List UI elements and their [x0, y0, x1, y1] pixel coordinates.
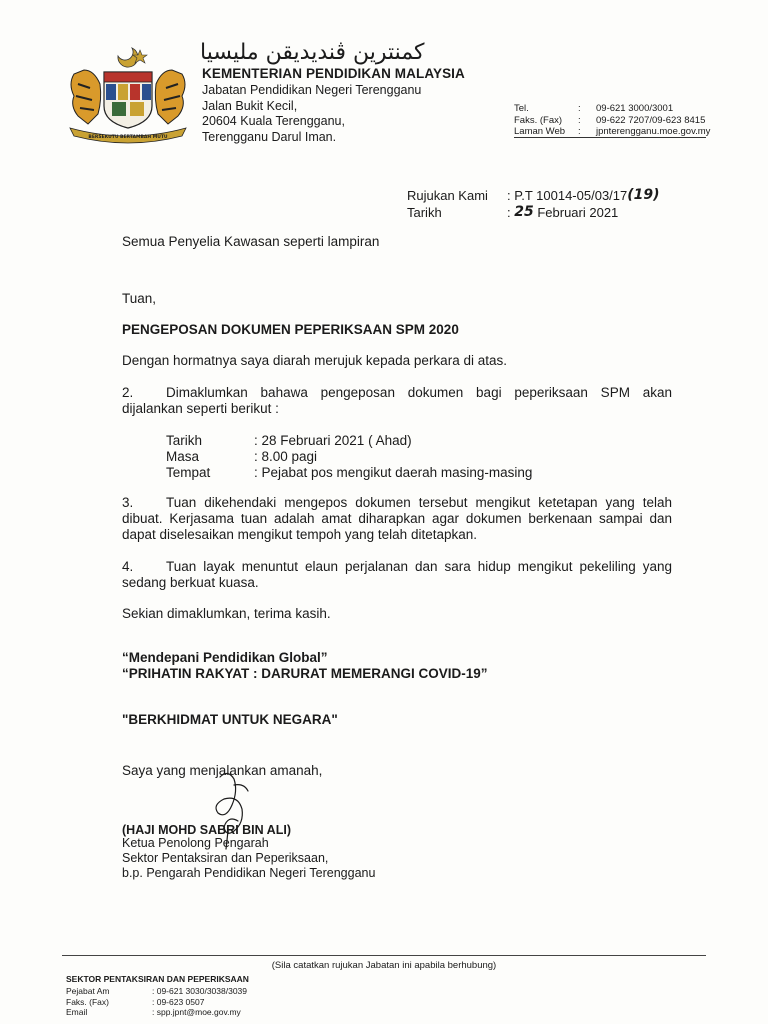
coat-of-arms-logo — [60, 44, 196, 144]
detail-label: Tempat — [166, 465, 211, 480]
address-line: Jalan Bukit Kecil, — [202, 98, 298, 113]
address-line: Terengganu Darul Iman. — [202, 129, 337, 144]
reference-number: P.T 10014-05/03/17 — [514, 188, 628, 203]
paragraph-number: 4. — [122, 559, 134, 574]
detail-value: : Pejabat pos mengikut daerah masing-masing — [254, 465, 533, 480]
paragraph-text: Dimaklumkan bahawa pengeposan dokumen bagi peperiksaan SPM akan dijalankan seperti berikut : — [122, 385, 672, 416]
paragraph-number: 3. — [122, 495, 134, 510]
paragraph-3 — [122, 495, 672, 543]
letter-subject: PENGEPOSAN DOKUMEN PEPERIKSAAN SPM 2020 — [122, 322, 459, 337]
motto: "BERKHIDMAT UNTUK NEGARA" — [122, 712, 338, 727]
department-address — [202, 83, 421, 145]
footer-label: Faks. (Fax) — [66, 996, 109, 1007]
salutation: Tuan, — [122, 291, 157, 306]
signatory-name: (HAJI MOHD SABRI BIN ALI) — [122, 823, 291, 837]
date-month-year: Februari 2021 — [537, 205, 619, 220]
contact-label: Laman Web — [514, 126, 566, 137]
ministry-name-jawi: كمنترين ڤنديديقن مليسيا — [200, 40, 425, 65]
detail-value: : 8.00 pagi — [254, 449, 318, 464]
contact-value: jpnterengganu.moe.gov.my — [596, 126, 711, 137]
slogan-line-2: “PRIHATIN RAKYAT : DARURAT MEMERANGI COVID-19” — [122, 666, 488, 681]
contact-row: Faks. (Fax) : 09-622 7207/09-623 8415 — [514, 114, 706, 126]
reference-handwritten: (19) — [627, 187, 660, 203]
detail-row — [166, 465, 532, 481]
contact-row: Tel. : 09-621 3000/3001 — [514, 103, 674, 114]
detail-label: Tarikh — [166, 433, 203, 448]
reference-row: Rujukan Kami : P.T 10014-05/03/17 (19) — [407, 187, 660, 203]
contact-value: 09-621 3000/3001 — [596, 103, 674, 114]
recipient: Semua Penyelia Kawasan seperti lampiran — [122, 234, 380, 249]
detail-row — [166, 433, 532, 449]
reference-block — [407, 187, 660, 221]
signatory-line: Sektor Pentaksiran dan Peperiksaan, — [122, 851, 329, 865]
contact-details — [514, 103, 710, 138]
header-divider — [514, 137, 706, 138]
address-line: 20604 Kuala Terengganu, — [202, 114, 345, 128]
footer-contacts — [66, 986, 247, 1018]
signatory-line: Ketua Penolong Pengarah — [122, 836, 269, 850]
footer-value: : 09-623 0507 — [152, 996, 205, 1007]
date-row: Tarikh : 25 Februari 2021 — [407, 204, 619, 220]
detail-row — [166, 449, 532, 465]
footer-label: Email — [66, 1007, 88, 1017]
footer-sector: SEKTOR PENTAKSIRAN DAN PEPERIKSAAN — [66, 974, 249, 984]
footer-value: : spp.jpnt@moe.gov.my — [152, 1007, 241, 1017]
signatory-title — [122, 836, 672, 881]
contact-value: 09-622 7207/09-623 8415 — [596, 114, 706, 126]
reference-label: Rujukan Kami — [407, 188, 488, 203]
contact-label: Faks. (Fax) — [514, 114, 563, 126]
address-line: Jabatan Pendidikan Negeri Terengganu — [202, 83, 422, 97]
ministry-name: KEMENTERIAN PENDIDIKAN MALAYSIA — [202, 66, 465, 81]
footer-row — [66, 997, 247, 1008]
opening-line: Dengan hormatnya saya diarah merujuk kepada perkara di atas. — [122, 353, 507, 368]
paragraph-text: Tuan dikehendaki mengepos dokumen tersebut mengikut ketetapan yang telah dibuat. Kerjasama tuan adalah amat diharapkan agar dokumen berkenaan sampai dan dapat diselesaikan mengikut tempoh yang telah ditetapkan. — [122, 495, 672, 542]
paragraph-2 — [122, 385, 672, 417]
dispatch-details — [166, 433, 532, 481]
footer-divider — [62, 955, 706, 956]
footer-value: : 09-621 3030/3038/3039 — [152, 986, 248, 996]
footer-note: (Sila catatkan rujukan Jabatan ini apabila berhubung) — [271, 960, 497, 971]
paragraph-4 — [122, 559, 672, 591]
footer-row — [66, 1007, 247, 1018]
slogan-line-1: “Mendepani Pendidikan Global” — [122, 650, 328, 665]
paragraph-text: Tuan layak menuntut elaun perjalanan dan sara hidup mengikut pekeliling yang sedang berkuat kuasa. — [122, 559, 672, 590]
closing-line: Sekian dimaklumkan, terima kasih. — [122, 606, 331, 621]
detail-label: Masa — [166, 449, 200, 464]
sign-off: Saya yang menjalankan amanah, — [122, 763, 323, 778]
paragraph-number: 2. — [122, 385, 134, 400]
contact-row: Laman Web : jpnterengganu.moe.gov.my — [514, 126, 711, 137]
signatory-line: b.p. Pengarah Pendidikan Negeri Terengganu — [122, 866, 376, 880]
detail-value: : 28 Februari 2021 ( Ahad) — [254, 433, 412, 448]
svg-text:BERSEKUTU BERTAMBAH MUTU: BERSEKUTU BERTAMBAH MUTU — [88, 135, 168, 140]
footer-row — [66, 986, 247, 997]
date-handwritten-day: 25 — [514, 204, 534, 220]
footer-label: Pejabat Am — [66, 986, 110, 996]
contact-label: Tel. — [514, 103, 529, 114]
date-label: Tarikh — [407, 205, 442, 220]
